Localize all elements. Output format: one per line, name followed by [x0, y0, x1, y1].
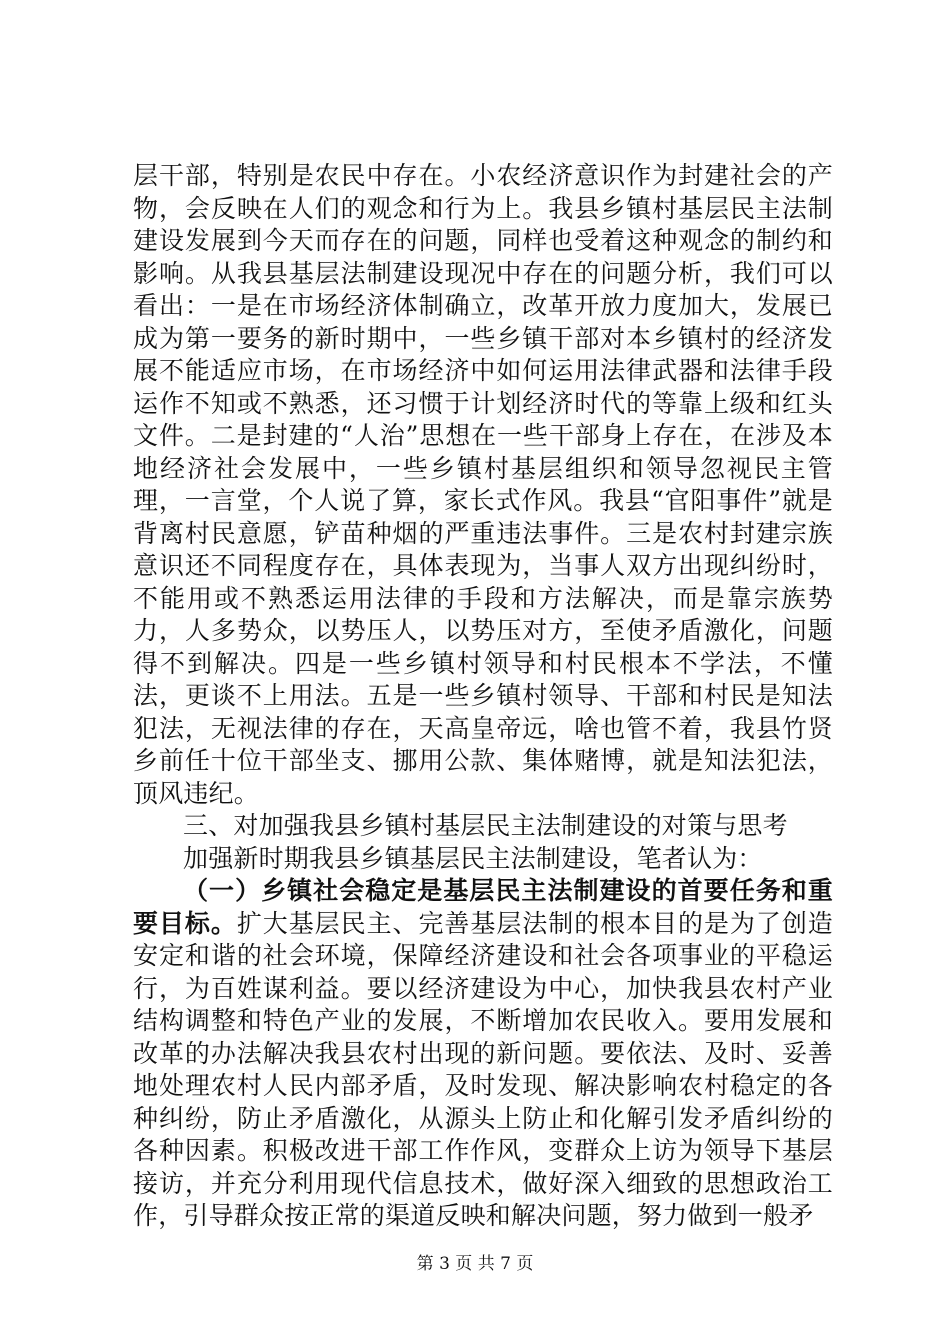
paragraph-continued: 层干部，特别是农民中存在。小农经济意识作为封建社会的产物，会反映在人们的观念和行为上。我县乡镇村基层民主法制建设发展到今天而存在的问题，同样也受着这种观念的制约和影响。从我县基层法制建设现况中存在的问题分析，我们可以看出：一是在市场经济体制确立，改革开放力度加大，发展已成为第一要务的新时期中，一些乡镇干部对本乡镇村的经济发展不能适应市场，在市场经济中如何运用法律武器和法律手段运作不知或不熟悉，还习惯于计划经济时代的等靠上级和红头文件。二是封建的“人治”思想在一些干部身上存在，在涉及本地经济社会发展中，一些乡镇村基层组织和领导忽视民主管理，一言堂，个人说了算，家长式作风。我县“官阳事件”就是背离村民意愿，铲苗种烟的严重违法事件。三是农村封建宗族意识还不同程度存在，具体表现为，当事人双方出现纠纷时，不能用或不熟悉运用法律的手段和方法解决，而是靠宗族势力，人多势众，以势压人，以势压对方，至使矛盾激化，问题得不到解决。四是一些乡镇村领导和村民根本不学法，不懂法，更谈不上用法。五是一些乡镇村领导、干部和村民是知法犯法，无视法律的存在，天高皇帝远，啥也管不着，我县竹贤乡前任十位干部坐支、挪用公款、集体赌博，就是知法犯法，顶风违纪。	[133, 161, 833, 808]
item-one-title: （一）乡镇社会稳定是基层民主法制建设的首要任务和重要目标。	[133, 876, 833, 938]
section-heading: 三、对加强我县乡镇村基层民主法制建设的对策与思考	[183, 811, 788, 840]
item-one-body: 扩大基层民主、完善基层法制的根本目的是为了创造安定和谐的社会环境，保障经济建设和社会各项事业的平稳运行，为百姓谋利益。要以经济建设为中心，加快我县农村产业结构调整和特色产业的发展，不断增加农民收入。要用发展和改革的办法解决我县农村出现的新问题。要依法、及时、妥善地处理农村人民内部矛盾，及时发现、解决影响农村稳定的各种纠纷，防止矛盾激化，从源头上防止和化解引发矛盾纠纷的各种因素。积极改进干部工作作风，变群众上访为领导下基层接访，并充分利用现代信息技术，做好深入细致的思想政治工作，引导群众按正常的渠道反映和解决问题，努力做到一般矛	[133, 908, 833, 1230]
page-footer: 第 3 页 共 7 页	[416, 1254, 534, 1274]
item-one-paragraph	[133, 875, 833, 1233]
intro-paragraph: 加强新时期我县乡镇基层民主法制建设，笔者认为：	[183, 843, 763, 873]
document-body	[133, 160, 833, 1233]
